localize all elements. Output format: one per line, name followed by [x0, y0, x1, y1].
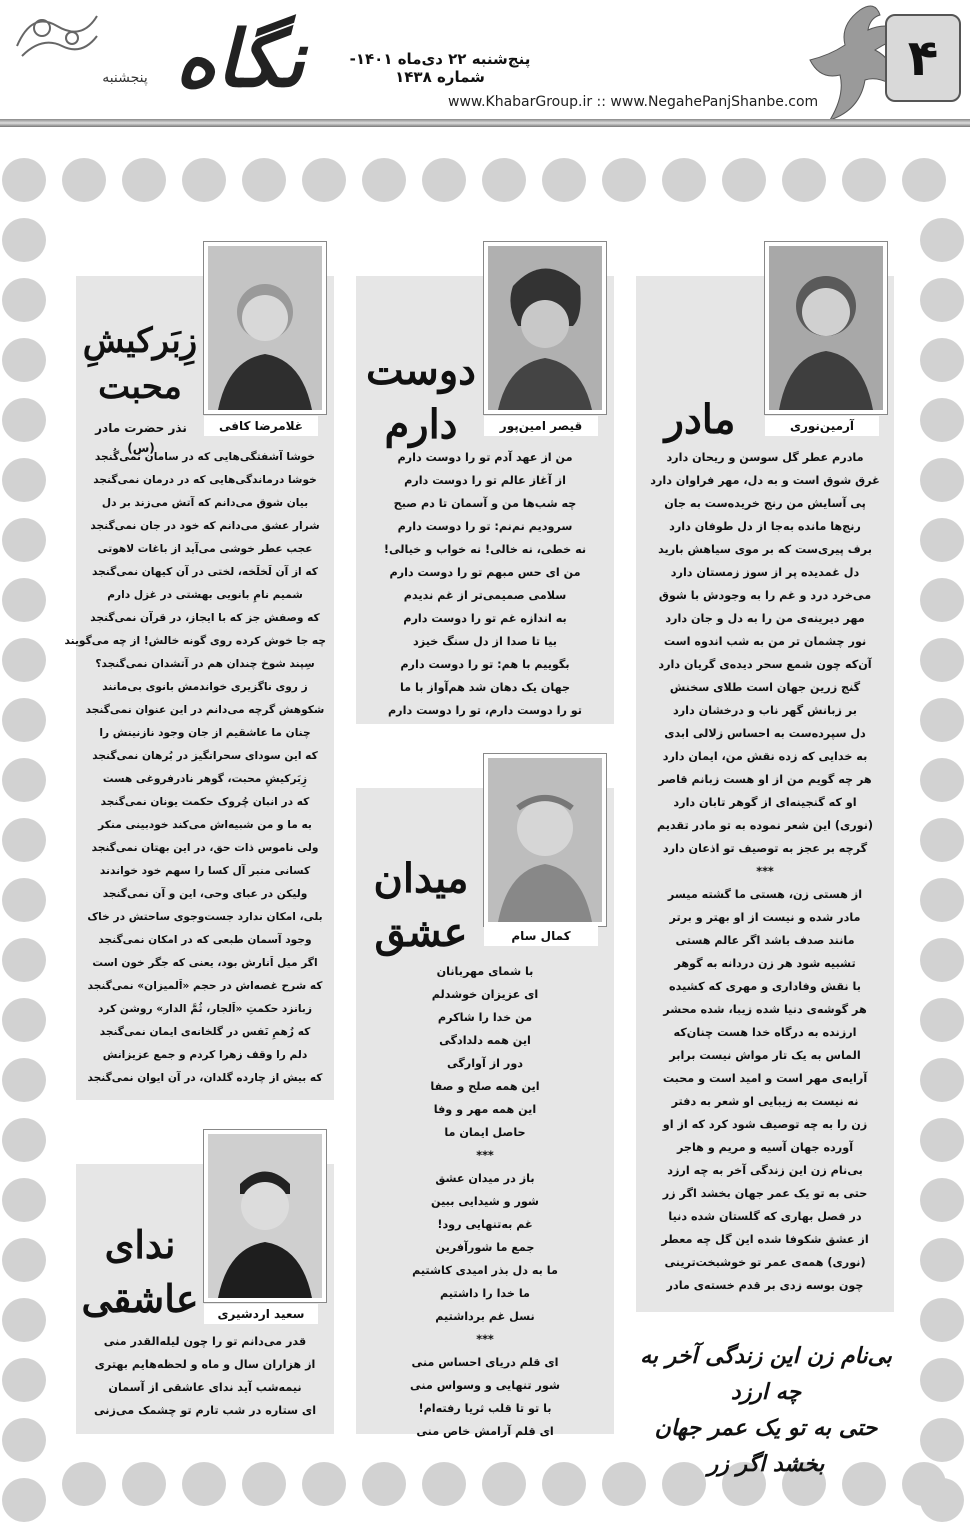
poem-line: ***: [476, 1333, 494, 1346]
poem-line: ای قلم دریای احساس منی: [411, 1356, 559, 1369]
decor-dot: [2, 1118, 46, 1162]
decor-dot: [902, 1462, 946, 1506]
decor-dot: [2, 218, 46, 262]
poem-line: که در انبان چُروک حکمت یونان نمی‌گنجد: [100, 796, 310, 808]
poem-line: من خدا را شاکرم: [437, 1011, 533, 1024]
poem-line: از هستی زن، هستی ما گشته میسر: [667, 888, 863, 901]
poem-line: غم به‌تنهایی رود!: [437, 1218, 533, 1231]
decor-dot: [2, 998, 46, 1042]
decor-dot: [482, 158, 526, 202]
title-zebarkish-line2: محبت: [98, 367, 182, 407]
decor-dot: [182, 158, 226, 202]
decor-dot: [2, 458, 46, 502]
decor-dot: [920, 818, 964, 862]
poem-line: گنج زرین جهان است طلای سخنش: [669, 681, 861, 694]
title-doost-line2: دارم: [384, 401, 458, 448]
decor-dot: [920, 218, 964, 262]
poem-line: حاصل ایمان ما: [444, 1126, 526, 1139]
poem-line: که این سودای سحرانگیز در بُرهان نمی‌گنجد: [92, 750, 318, 762]
poem-line: چنان ما عاشقیم از جان وجود نازنینش را: [99, 727, 311, 739]
pull-quote: [634, 1338, 898, 1482]
poem-line: شور تنهایی و وسواس منی: [410, 1379, 560, 1392]
decor-dot: [920, 518, 964, 562]
decor-dot: [542, 1462, 586, 1506]
decor-dot: [2, 578, 46, 622]
decor-dot: [2, 278, 46, 322]
decor-dot: [362, 1462, 406, 1506]
title-neda-line1: ندای: [104, 1222, 176, 1267]
poem-line: بلی، امکان ندارد جست‌وجوی ساحتش در خاک: [87, 911, 323, 923]
poem-line: وجود آسمان طبعی که در امکان نمی‌گنجد: [98, 934, 312, 946]
decor-dot: [842, 158, 886, 202]
decor-dot: [2, 938, 46, 982]
poem-line: شکوهش گرچه می‌دانم در این عنوان نمی‌گنجد: [85, 704, 325, 716]
poem-line: از آغاز عالم تو را دوست دارم: [404, 474, 566, 487]
title-zebarkish-line1: زِبَرکیشِ: [82, 321, 198, 361]
title-zebarkish: [80, 318, 200, 410]
poem-line: (نوری) این شعر نموده به تو مادر تقدیم: [656, 819, 874, 832]
poem-line: ولیکن در عبای وحی، این و آن نمی‌گنجد: [102, 888, 308, 900]
poem-line: خوشا آشفتگی‌هایی که در سامان نمی‌گُنجد: [94, 451, 316, 463]
decor-dot: [2, 1358, 46, 1402]
poem-line: دل سپرده‌ست به احساس زلالی ابدی: [664, 727, 866, 740]
decor-dot: [920, 1358, 964, 1402]
poem-line: ای قلم آرامش خاص منی: [416, 1425, 554, 1438]
poem-line: آورده جهان آسیه و مریم و هاجر: [676, 1141, 854, 1154]
poem-line: پی آسایش من رنج خریده‌ست به جان: [664, 497, 866, 510]
poem-zebarkish: [64, 446, 326, 1090]
decor-dot: [2, 1058, 46, 1102]
poem-line: ای عزیزان خوشدلم: [431, 988, 539, 1001]
poem-line: شرار عشق می‌دانم که خود در جان نمی‌گنجد: [90, 520, 320, 532]
author-name-neda: سعید اردشیری: [204, 1304, 318, 1324]
decor-dot: [920, 998, 964, 1042]
poem-line: دور از آوارگی: [446, 1057, 524, 1070]
poem-line: ارزنده به درگاه خدا هست چنان‌که: [673, 1026, 857, 1039]
title-neda: [80, 1218, 200, 1326]
decor-dot: [2, 638, 46, 682]
decor-dot: [122, 1462, 166, 1506]
title-meydan-line1: میدان: [373, 855, 469, 902]
decor-dot: [920, 1298, 964, 1342]
author-name-zebarkish: غلامرضا کافی: [204, 416, 318, 436]
decor-dot: [920, 638, 964, 682]
poem-line: ***: [476, 1149, 494, 1162]
decor-dot: [2, 398, 46, 442]
poem-line: بیان شوق می‌دانم که آتش می‌زند بر دل: [101, 497, 309, 509]
poem-line: سلامی صمیمی‌تر از غم ندیدم: [403, 589, 567, 602]
decor-dot: [2, 518, 46, 562]
poem-line: مادرم عطر گل سوسن و ریحان دارد: [666, 451, 864, 464]
page-number: ۴: [885, 14, 961, 102]
decor-dot: [920, 1238, 964, 1282]
poem-meydan: [366, 960, 604, 1443]
author-photo-meydan: [484, 754, 606, 926]
poem-line: این همه صلح و صفا: [430, 1080, 540, 1093]
poem-line: با شمای مهربانان: [436, 965, 534, 978]
decor-dot: [2, 818, 46, 862]
poem-line: بیا تا صدا از دل سنگ خیزد: [413, 635, 557, 648]
decor-dot: [362, 158, 406, 202]
poem-line: سِپند شوخ چندان هم در آتشدان نمی‌گنجد؟: [95, 658, 315, 670]
poem-line: شمیم نامِ بانویی بهشتی در غزل دارم: [107, 589, 303, 601]
poem-line: او که گنجینه‌ای از گوهر تابان دارد: [673, 796, 857, 809]
decor-dot: [602, 158, 646, 202]
poem-line: در فصل بهاری که گلستان شده دنیا: [668, 1210, 862, 1223]
poem-line: بگوییم با هم: تو را دوست دارم: [400, 658, 570, 671]
decor-dot: [920, 398, 964, 442]
poem-line: زبانزد حکمتِ «اَلجار، ثُمَّ الدار» روشن کرد: [98, 1003, 312, 1015]
author-photo-doost: [484, 242, 606, 414]
poem-line: نیمه‌شب آید ندای عاشقی از آسمان: [108, 1381, 302, 1394]
decor-dot: [920, 1178, 964, 1222]
poem-line: زِبَرکیشِ محبت، گوهر نادرفروغی هست: [102, 773, 308, 785]
poem-line: به اندازه غم تو را دوست دارم: [403, 612, 567, 625]
poem-line: ما به دل بذر امیدی کاشتیم: [412, 1264, 558, 1277]
poem-line: که شرح غصه‌اش در حجم «اَلمیزان» نمی‌گنجد: [87, 980, 323, 992]
poem-line: ***: [756, 865, 774, 878]
ornament-icon: [12, 6, 102, 62]
poem-line: باز در میدان عشق: [435, 1172, 535, 1185]
poem-line: دل غمدیده پر از سوز زمستان دارد: [670, 566, 860, 579]
poem-line: سرودیم نم‌نم: تو را دوست دارم: [397, 520, 573, 533]
poem-line: من از عهد آدم تو را دوست دارم: [397, 451, 573, 464]
decor-dot: [920, 1058, 964, 1102]
poem-line: ما خدا را داشتیم: [440, 1287, 530, 1300]
decor-dot: [2, 1418, 46, 1462]
poem-line: به خدایی که زده نقش من، ایمان دارد: [662, 750, 868, 763]
poem-line: نه نیست به زیبایی او شعر به دفتر: [671, 1095, 859, 1108]
title-meydan-line2: عشق: [374, 909, 468, 956]
poem-line: به ما و من شبیه‌اش می‌کند خودبینی منکر: [98, 819, 312, 831]
author-name-meydan: کمال سام: [484, 926, 598, 946]
decor-dot: [782, 158, 826, 202]
dateline: پنج‌شنبه ۲۲ دی‌ماه ۱۴۰۱- شماره ۱۴۳۸: [349, 50, 531, 86]
poem-line: ولی ناموس ذات حق، در این بهتان نمی‌گنجد: [91, 842, 319, 854]
poem-line: من ای حس مبهم تو را دوست دارم: [389, 566, 581, 579]
poem-line: که از آن لَخلَخه، لختی در آن کیهان نمی‌گنجد: [92, 566, 318, 578]
decor-dot: [920, 1118, 964, 1162]
poem-line: که زُهمِ نَفس در گلخانه‌ی ایمان نمی‌گنجد: [99, 1026, 311, 1038]
poem-line: ز روی ناگزیری خواندمش بانوی بی‌مانند: [102, 681, 308, 693]
decor-dot: [920, 338, 964, 382]
pull-quote-line2: حتی به تو یک عمر جهان بخشد اگر زر: [654, 1415, 878, 1477]
poem-line: نور چشمان تر من به شب اندوه است: [663, 635, 867, 648]
poem-line: جهان یک دهان شد هم‌آواز با ما: [399, 681, 571, 694]
poem-line: ای ستاره در شب تارم تو چشمک می‌زنی: [93, 1404, 317, 1417]
poem-line: از هزاران سال و ماه و لحظه‌هایم بهتری: [94, 1358, 316, 1371]
decor-dot: [2, 158, 46, 202]
poem-line: گرچه بر عجز به توصیف تو اذعان دارد: [662, 842, 868, 855]
poem-line: هر چه گویم من از او هست زبانم قاصر: [658, 773, 872, 786]
decor-dot: [2, 338, 46, 382]
decor-dot: [182, 1462, 226, 1506]
poem-line: چه شب‌ها من و آسمان تا دم صبح: [393, 497, 577, 510]
title-doost: [362, 344, 480, 452]
decor-dot: [2, 1178, 46, 1222]
poem-madar: [646, 446, 884, 1297]
poem-line: با نقش وفاداری و مهری که کشیده: [669, 980, 861, 993]
author-name-doost: قیصر امین‌پور: [484, 416, 598, 436]
poem-doost: [366, 446, 604, 722]
poem-line: رنج‌ها مانده به‌جا از دل طوفان دارد: [669, 520, 861, 533]
poem-line: خوشا درماندگی‌هایی که در درمان نمی‌گنجد: [93, 474, 317, 486]
logo: نگاه: [175, 14, 305, 105]
decor-dot: [122, 158, 166, 202]
poem-line: الماس به یک تار مواش نیست برابر: [669, 1049, 861, 1062]
poem-line: چون بوسه زدی بر قدم خسته‌ی مادر: [666, 1279, 864, 1292]
decor-dot: [920, 1418, 964, 1462]
decor-dot: [2, 1298, 46, 1342]
author-photo-madar: [765, 242, 887, 414]
poem-line: قدر می‌دانم تو را چون لیله‌القدر منی: [103, 1335, 307, 1348]
poem-line: (نوری) همه‌ی عمر تو خوشبخت‌ترینی: [664, 1256, 866, 1269]
poem-line: جمع ما شورآفرین: [435, 1241, 535, 1254]
decor-dot: [2, 1478, 46, 1522]
poem-line: عجب عطر خوشی می‌آید از باغات لاهوتی: [97, 543, 313, 555]
decor-dot: [902, 158, 946, 202]
decor-dot: [62, 1462, 106, 1506]
decor-dot: [920, 758, 964, 802]
poem-line: حتی به تو یک عمر جهان بخشد اگر زر: [662, 1187, 868, 1200]
decor-dot: [2, 878, 46, 922]
poem-line: می‌خرد درد و غم را به وجودش با شوق: [658, 589, 872, 602]
decor-dot: [542, 158, 586, 202]
decor-dot: [242, 158, 286, 202]
decor-dot: [302, 1462, 346, 1506]
poem-neda: [86, 1330, 324, 1422]
poem-line: مهر دیرینه‌ی من را به دل و جان دارد: [665, 612, 865, 625]
poem-line: از عشق شکوفا شده این گل چه معطر: [661, 1233, 869, 1246]
poem-line: مانند صدف باشد اگر عالم هستی: [675, 934, 855, 947]
decor-dot: [920, 938, 964, 982]
author-photo-neda: [204, 1130, 326, 1302]
poem-line: نسل غم برداشتیم: [435, 1310, 535, 1323]
poem-line: برف پیری‌ست که بر موی سیاهش بارید: [658, 543, 872, 556]
poem-line: شور و شیدایی ببین: [431, 1195, 539, 1208]
decor-dot: [2, 1238, 46, 1282]
decor-dot: [920, 578, 964, 622]
decor-dot: [302, 158, 346, 202]
subtitle-zebarkish: نذر حضرت مادر (س): [95, 421, 187, 455]
decor-dot: [920, 278, 964, 322]
decor-dot: [242, 1462, 286, 1506]
poem-line: بر زبانش گهر ناب و درخشان دارد: [673, 704, 857, 717]
decor-dot: [920, 698, 964, 742]
poem-line: با تو تا قلب ثریا رفته‌ام!: [418, 1402, 552, 1415]
poem-line: که بیش از چارده گلدان، در آن ایوان نمی‌گنجد: [87, 1072, 323, 1084]
decor-dot: [2, 698, 46, 742]
decor-dot: [422, 158, 466, 202]
author-photo-zebarkish: [204, 242, 326, 414]
decor-dot: [722, 158, 766, 202]
logo-subtitle: پنجشنبه: [102, 70, 148, 86]
poem-line: نه خطی، نه خالی! نه خواب و خیالی!: [383, 543, 587, 556]
poem-line: تشبیه شود هر زن دردانه به گوهر: [674, 957, 856, 970]
title-neda-line2: عاشقی: [81, 1276, 199, 1321]
poem-line: بی‌نام زن این زندگی آخر به چه ارزد: [667, 1164, 863, 1177]
poem-line: آن‌که چون شمع سحر دیده‌ی گریان دارد: [658, 658, 872, 671]
poem-line: تو را دوست دارم، تو را دوست دارم: [387, 704, 582, 717]
poem-line: دلم را وقف زهرا کردم و جمع عزیزانش: [102, 1049, 308, 1061]
poem-line: که وصفش جز که با ایجاز، در قرآن نمی‌گنجد: [90, 612, 320, 624]
poem-line: آرایه‌ی مهر است و امید است و محبت: [662, 1072, 868, 1085]
decor-dot: [2, 758, 46, 802]
website-urls: www.KhabarGroup.ir :: www.NegahePanjShanbe.com: [448, 94, 819, 110]
decor-dot: [920, 458, 964, 502]
poem-line: این همه مهر و وفا: [433, 1103, 537, 1116]
poem-line: چه جا خوش کرده روی گونه خالش! از چه می‌گویند: [64, 635, 326, 647]
poem-line: زن را به چه توصیف شود کرد که از او: [662, 1118, 868, 1131]
poem-line: غرق شوق است و به دل، مهر فراوان دارد: [650, 474, 880, 487]
decor-dot: [920, 878, 964, 922]
poem-line: این همه دلدادگی: [439, 1034, 531, 1047]
decor-dot: [662, 158, 706, 202]
title-meydan: [362, 852, 480, 960]
decor-dot: [482, 1462, 526, 1506]
title-doost-line1: دوست: [366, 347, 476, 394]
pull-quote-line1: بی‌نام زن این زندگی آخر به چه ارزد: [640, 1343, 892, 1405]
poem-line: مادر شده و نیست از او بهتر و برتر: [669, 911, 861, 924]
masthead: [0, 0, 970, 130]
header-divider: [0, 119, 970, 127]
poem-line: هر گوشه‌ی دنیا شده زیبا، شده محشر: [663, 1003, 867, 1016]
author-name-madar: آرمین‌نوری: [765, 416, 879, 436]
title-madar: مادر: [664, 396, 736, 443]
poem-line: کسانی منبر آل کسا را سهم خود خواندند: [99, 865, 311, 877]
decor-dot: [62, 158, 106, 202]
decor-dot: [422, 1462, 466, 1506]
poem-line: اگر میل اَنارش بود، یعنی که جگر خون است: [92, 957, 318, 969]
